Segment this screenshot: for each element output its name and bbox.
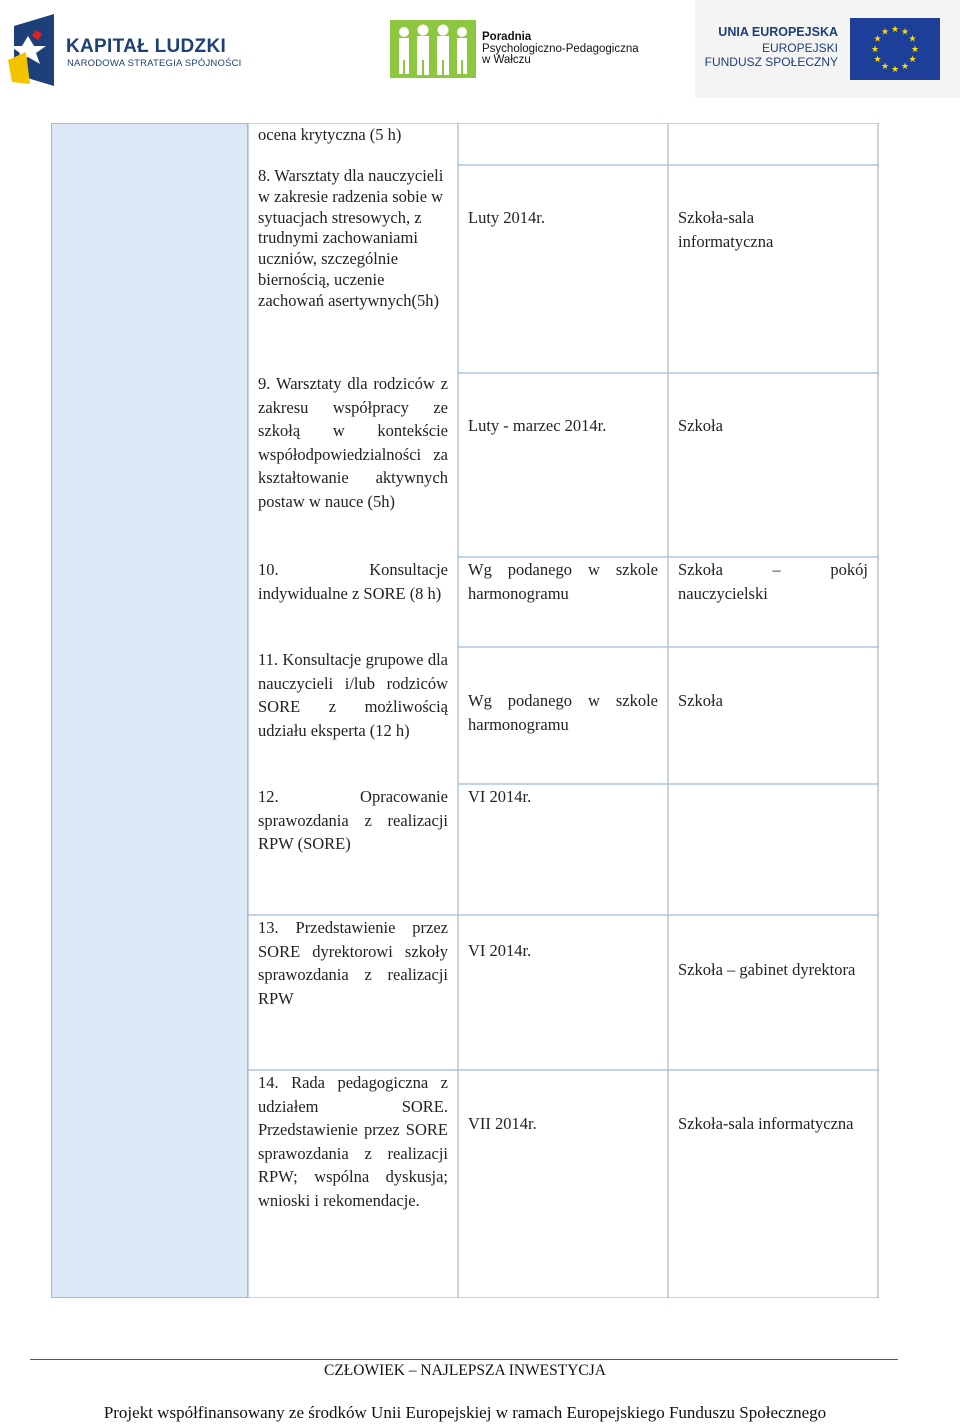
table-row-2-activity: 9. Warsztaty dla rodziców z zakresu współpracy ze szkołą w kontekście współodpowiedzialności za kształtowanie aktywnych postaw w nauce (5h) [258,374,448,511]
ue-line-2: EUROPEJSKI [761,41,838,55]
table-row-0-activity: ocena krytyczna (5 h) [258,125,402,144]
table-row-3-activity: 10. Konsultacje indywidualne z SORE (8 h) [258,560,448,603]
svg-text:★: ★ [900,27,910,38]
table-row-1-date: Luty 2014r. [468,208,545,227]
svg-text:★: ★ [890,25,900,35]
table-row-7-date: VII 2014r. [468,1114,537,1133]
svg-text:★: ★ [870,45,880,55]
ue-fund-name [705,41,838,69]
poradnia-name [482,32,639,67]
table-row-7-activity: 14. Rada pedagogiczna z udziałem SORE. Przedstawienie przez SORE sprawozdania z realizacji RPW; wspólna dyskusja; wnioski i rekomendacje. [258,1073,448,1210]
table-row-6-date: VI 2014r. [468,941,532,960]
table-row-1-place: Szkoła-sala informatyczna [678,208,774,251]
table-row-6-activity: 13. Przedstawienie przez SORE dyrektorowi szkoły sprawozdania z realizacji RPW [258,918,448,1008]
poradnia-logo-icon [390,20,480,78]
table-row-6-place: Szkoła – gabinet dyrektora [678,960,856,979]
svg-text:★: ★ [880,27,890,38]
ue-title: UNIA EUROPEJSKA [718,25,838,39]
page-header [0,0,960,100]
footer-cofinance-note: Projekt współfinansowany ze środków Unii Europejskiej w ramach Europejskiego Funduszu Społecznego [103,1403,827,1422]
svg-text:★: ★ [908,34,917,45]
table-row-7-place: Szkoła-sala informatyczna [678,1114,854,1133]
poradnia-line-3: w Wałczu [482,54,531,66]
table-row-2-date: Luty - marzec 2014r. [468,416,607,435]
poradnia-line-1: Poradnia [482,31,532,43]
svg-text:★: ★ [873,34,882,45]
svg-text:★: ★ [890,65,900,75]
table-row-3-place: Szkoła – pokój nauczycielski [678,560,868,603]
table-row-5-date: VI 2014r. [468,787,532,806]
table-row-2-place: Szkoła [678,416,723,435]
table-row-3-date: Wg podanego w szkole harmonogramu [468,560,658,603]
table-row-4-place: Szkoła [678,691,723,710]
svg-text:★: ★ [910,45,920,55]
ue-line-3: FUNDUSZ SPOŁECZNY [704,55,838,69]
left-empty-column [51,123,248,1298]
table-row-5-activity: 12. Opracowanie sprawozdania z realizacji RPW (SORE) [258,787,448,853]
kapital-ludzki-title: KAPITAŁ LUDZKI [66,36,227,57]
table-row-4-date: Wg podanego w szkole harmonogramu [468,691,658,734]
svg-text:★: ★ [880,62,890,72]
table-row-4-activity: 11. Konsultacje grupowe dla nauczycieli i/lub rodziców SORE z możliwością udziału eksperta (12 h) [258,650,448,740]
footer-slogan: CZŁOWIEK – NAJLEPSZA INWESTYCJA [324,1362,606,1379]
eu-flag-icon [850,18,940,80]
svg-text:★: ★ [873,55,882,65]
table-row-1-activity: 8. Warsztaty dla nauczycieli w zakresie radzenia sobie w sytuacjach stresowych, z trudnymi zachowaniami uczniów, szczególnie biernością, uczenie zachowań asertywnych(5h) [258,166,444,310]
svg-text:★: ★ [900,62,910,72]
svg-text:★: ★ [908,55,917,65]
kapital-ludzki-subtitle: NARODOWA STRATEGIA SPÓJNOŚCI [67,58,242,69]
poradnia-line-2: Psychologiczno-Pedagogiczna [482,42,639,55]
footer-divider [30,1359,898,1360]
schedule-table [51,123,879,1298]
